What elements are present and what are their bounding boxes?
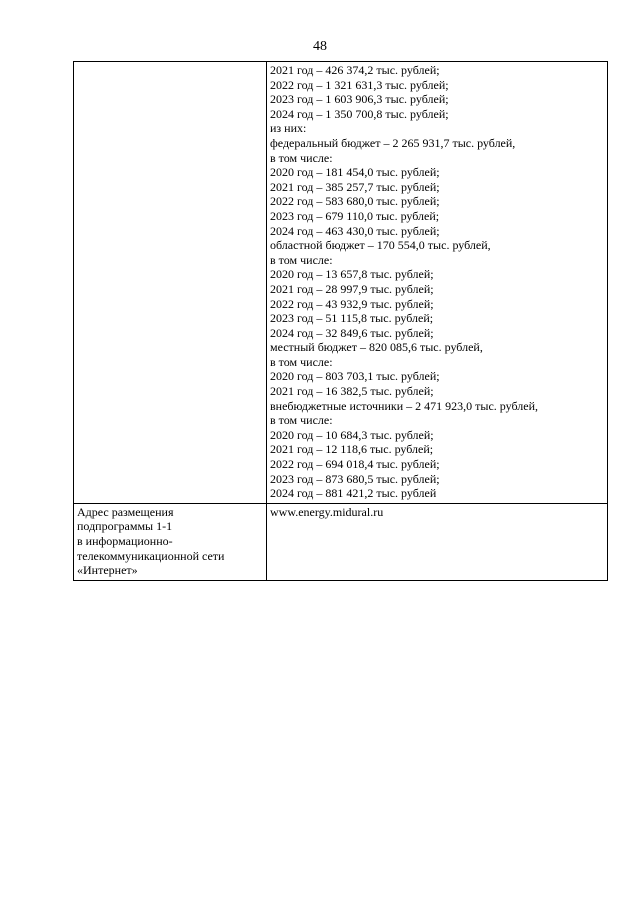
address-value-cell [267, 503, 608, 580]
funding-line: 2020 год – 181 454,0 тыс. рублей; [270, 165, 440, 180]
funding-line: 2021 год – 28 997,9 тыс. рублей; [270, 281, 434, 296]
funding-line: 2022 год – 694 018,4 тыс. рублей; [270, 457, 440, 472]
funding-line: 2022 год – 1 321 631,3 тыс. рублей; [270, 77, 449, 92]
funding-line: в том числе: [270, 354, 333, 369]
table-row [74, 503, 608, 580]
address-label-line: Адрес размещения [77, 504, 174, 519]
program-passport-table [73, 61, 608, 581]
funding-line: внебюджетные источники – 2 471 923,0 тыс. рублей, [270, 398, 539, 413]
funding-line: 2023 год – 873 680,5 тыс. рублей; [270, 471, 440, 486]
address-label-line: телекоммуникационной сети [77, 548, 225, 563]
funding-line: 2024 год – 463 430,0 тыс. рублей; [270, 223, 440, 238]
funding-line: 2020 год – 10 684,3 тыс. рублей; [270, 427, 434, 442]
funding-line: 2021 год – 12 118,6 тыс. рублей; [270, 442, 434, 457]
funding-line: 2020 год – 803 703,1 тыс. рублей; [270, 369, 440, 384]
funding-line: 2024 год – 1 350 700,8 тыс. рублей; [270, 106, 449, 121]
website-url: www.energy.midural.ru [270, 504, 384, 519]
funding-cell [267, 62, 608, 504]
funding-line: 2020 год – 13 657,8 тыс. рублей; [270, 267, 434, 282]
funding-line: 2021 год – 426 374,2 тыс. рублей; [270, 63, 440, 77]
page-number: 48 [313, 39, 327, 54]
funding-line: 2024 год – 32 849,6 тыс. рублей; [270, 325, 434, 340]
funding-line: из них: [270, 121, 307, 136]
address-label-line: подпрограммы 1-1 [77, 519, 173, 534]
funding-line: 2024 год – 881 421,2 тыс. рублей [270, 486, 437, 501]
funding-line: 2021 год – 385 257,7 тыс. рублей; [270, 179, 440, 194]
funding-line: федеральный бюджет – 2 265 931,7 тыс. рублей, [270, 135, 516, 150]
funding-line: 2021 год – 16 382,5 тыс. рублей; [270, 384, 434, 399]
address-label-line: «Интернет» [77, 563, 138, 578]
address-label-line: в информационно- [77, 534, 173, 548]
funding-line: 2023 год – 51 115,8 тыс. рублей; [270, 311, 434, 326]
funding-line: 2023 год – 1 603 906,3 тыс. рублей; [270, 92, 449, 107]
funding-line: 2022 год – 43 932,9 тыс. рублей; [270, 296, 434, 311]
address-label-cell [74, 503, 267, 580]
funding-line: областной бюджет – 170 554,0 тыс. рублей, [270, 238, 491, 253]
row-label-cell [74, 62, 267, 504]
funding-line: в том числе: [270, 413, 333, 428]
funding-line: 2022 год – 583 680,0 тыс. рублей; [270, 194, 440, 209]
funding-line: в том числе: [270, 252, 333, 267]
table-row [74, 62, 608, 504]
funding-line: 2023 год – 679 110,0 тыс. рублей; [270, 208, 440, 223]
funding-line: местный бюджет – 820 085,6 тыс. рублей, [270, 340, 483, 355]
funding-line: в том числе: [270, 150, 333, 165]
